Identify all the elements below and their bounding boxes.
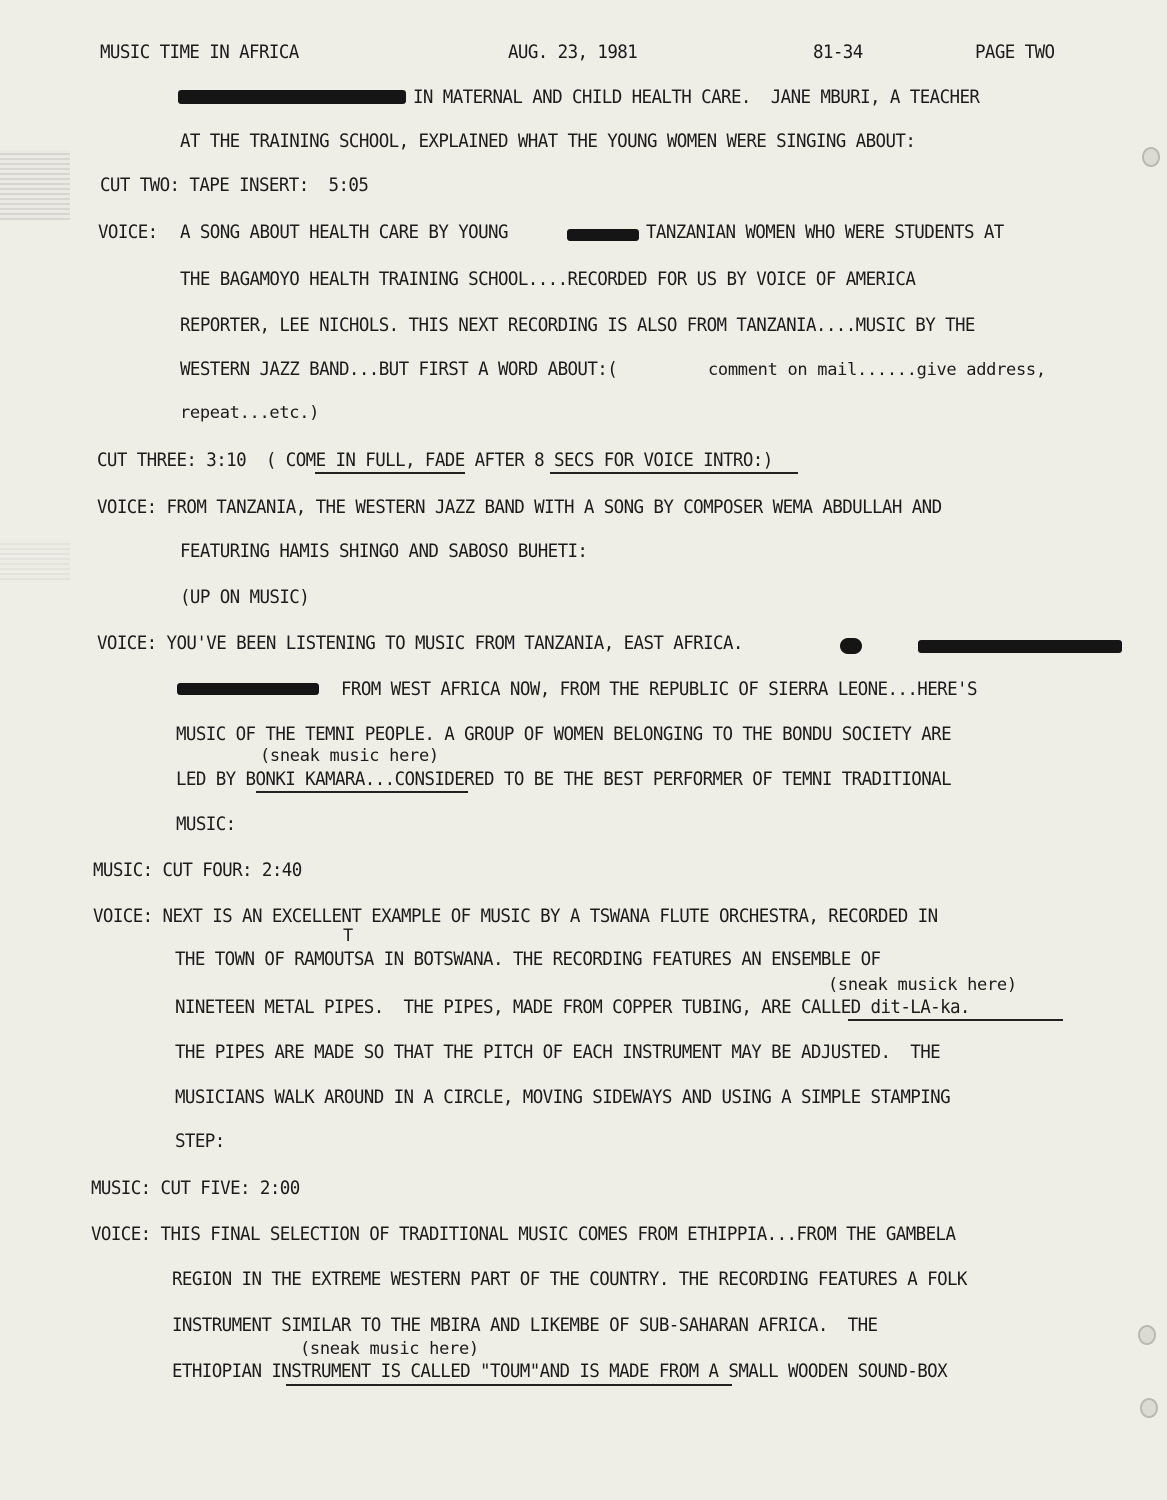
handwritten-note: (sneak musick here) xyxy=(828,975,1017,995)
underline-mark xyxy=(286,1384,732,1386)
script-line: TANZANIAN WOMEN WHO WERE STUDENTS AT xyxy=(646,222,1004,244)
handwritten-correction: T xyxy=(343,926,353,946)
header-date: AUG. 23, 1981 xyxy=(508,42,638,64)
underline-mark xyxy=(256,791,468,793)
script-line: MUSIC OF THE TEMNI PEOPLE. A GROUP OF WOMEN BELONGING TO THE BONDU SOCIETY ARE xyxy=(176,724,951,746)
script-line: VOICE: NEXT IS AN EXCELLENT EXAMPLE OF MUSIC BY A TSWANA FLUTE ORCHESTRA, RECORDED IN xyxy=(93,906,938,928)
script-line: MUSICIANS WALK AROUND IN A CIRCLE, MOVING SIDEWAYS AND USING A SIMPLE STAMPING xyxy=(175,1087,950,1109)
script-line: IN MATERNAL AND CHILD HEALTH CARE. JANE MBURI, A TEACHER xyxy=(413,87,980,109)
script-line: ETHIOPIAN INSTRUMENT IS CALLED "TOUM"AND IS MADE FROM A SMALL WOODEN SOUND-BOX xyxy=(172,1361,947,1383)
scan-edge-shadow xyxy=(0,150,70,220)
script-line: REPORTER, LEE NICHOLS. THIS NEXT RECORDING IS ALSO FROM TANZANIA....MUSIC BY THE xyxy=(180,315,975,337)
cue-line: MUSIC: CUT FOUR: 2:40 xyxy=(93,860,302,882)
script-line: THE BAGAMOYO HEALTH TRAINING SCHOOL....RECORDED FOR US BY VOICE OF AMERICA xyxy=(180,269,916,291)
script-line: THE PIPES ARE MADE SO THAT THE PITCH OF EACH INSTRUMENT MAY BE ADJUSTED. THE xyxy=(175,1042,941,1064)
script-line: AT THE TRAINING SCHOOL, EXPLAINED WHAT THE YOUNG WOMEN WERE SINGING ABOUT: xyxy=(180,131,916,153)
cue-line: MUSIC: CUT FIVE: 2:00 xyxy=(91,1178,300,1200)
punch-hole xyxy=(1138,1325,1156,1345)
header-program: MUSIC TIME IN AFRICA xyxy=(100,42,299,64)
punch-hole xyxy=(1140,1398,1158,1418)
handwritten-note: (sneak music here) xyxy=(300,1339,479,1359)
handwritten-note: (sneak music here) xyxy=(260,746,439,766)
script-line: INSTRUMENT SIMILAR TO THE MBIRA AND LIKEMBE OF SUB-SAHARAN AFRICA. THE xyxy=(172,1315,878,1337)
script-line: (UP ON MUSIC) xyxy=(180,587,310,609)
punch-hole xyxy=(1142,147,1160,167)
redaction-mark xyxy=(840,638,862,654)
redaction-mark xyxy=(177,683,319,695)
script-line: STEP: xyxy=(175,1131,225,1153)
script-line: FROM WEST AFRICA NOW, FROM THE REPUBLIC OF SIERRA LEONE...HERE'S xyxy=(341,679,977,701)
script-line: THE TOWN OF RAMOUTSA IN BOTSWANA. THE RECORDING FEATURES AN ENSEMBLE OF xyxy=(175,949,881,971)
underline-mark xyxy=(315,472,465,474)
script-line: WESTERN JAZZ BAND...BUT FIRST A WORD ABOUT:( xyxy=(180,359,618,381)
redaction-mark xyxy=(918,640,1122,653)
handwritten-note: comment on mail......give address, xyxy=(708,360,1046,380)
header-page-number: PAGE TWO xyxy=(975,42,1055,64)
script-line: LED BY BONKI KAMARA...CONSIDERED TO BE THE BEST PERFORMER OF TEMNI TRADITIONAL xyxy=(176,769,951,791)
script-line: NINETEEN METAL PIPES. THE PIPES, MADE FROM COPPER TUBING, ARE CALLED dit-LA-ka. xyxy=(175,997,970,1019)
script-line: A SONG ABOUT HEALTH CARE BY YOUNG xyxy=(180,222,508,244)
script-line: VOICE: THIS FINAL SELECTION OF TRADITIONAL MUSIC COMES FROM ETHIPPIA...FROM THE GAMBELA xyxy=(91,1224,956,1246)
script-line: VOICE: YOU'VE BEEN LISTENING TO MUSIC FROM TANZANIA, EAST AFRICA. xyxy=(97,633,743,655)
redaction-mark xyxy=(178,90,406,104)
cue-line: CUT TWO: TAPE INSERT: 5:05 xyxy=(100,175,369,197)
script-line: MUSIC: xyxy=(176,814,236,836)
script-line: VOICE: FROM TANZANIA, THE WESTERN JAZZ BAND WITH A SONG BY COMPOSER WEMA ABDULLAH AND xyxy=(97,497,942,519)
underline-mark xyxy=(550,472,798,474)
header-script-number: 81-34 xyxy=(813,42,863,64)
underline-mark xyxy=(848,1019,1063,1021)
speaker-label: VOICE: xyxy=(98,222,158,244)
script-line: FEATURING HAMIS SHINGO AND SABOSO BUHETI: xyxy=(180,541,588,563)
cue-line: CUT THREE: 3:10 ( COME IN FULL, FADE AFTER 8 SECS FOR VOICE INTRO:) xyxy=(97,450,773,472)
redaction-mark xyxy=(567,229,639,241)
script-line: REGION IN THE EXTREME WESTERN PART OF THE COUNTRY. THE RECORDING FEATURES A FOLK xyxy=(172,1269,967,1291)
scan-edge-shadow xyxy=(0,540,70,580)
handwritten-note: repeat...etc.) xyxy=(180,403,320,423)
